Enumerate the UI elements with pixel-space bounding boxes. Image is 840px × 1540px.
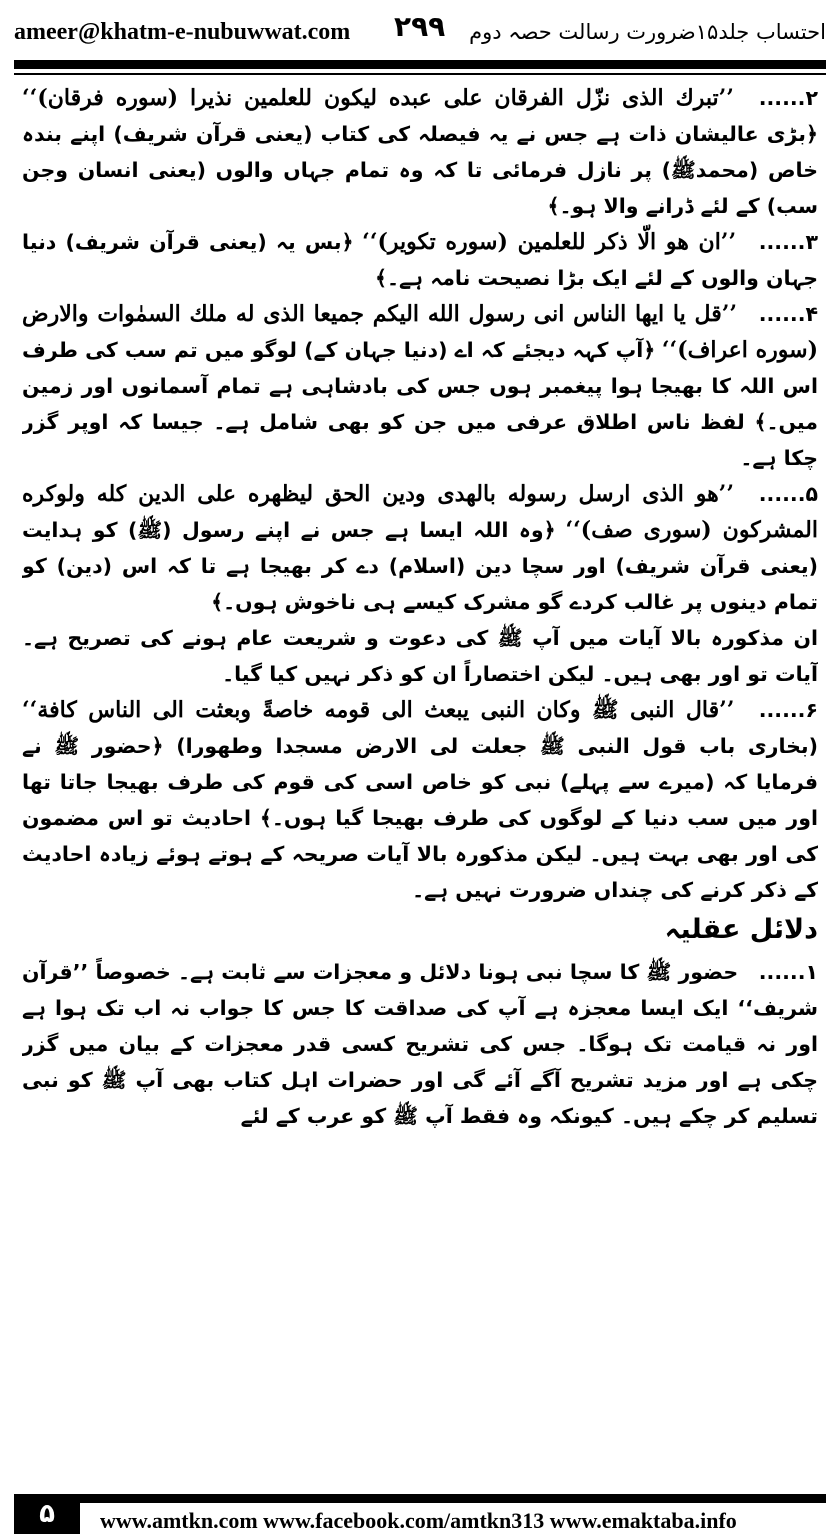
- paragraph-4: [22, 296, 818, 476]
- footer-page-number: ۵: [14, 1494, 80, 1534]
- paragraph-number: ۶......: [758, 698, 818, 722]
- paragraph-number: ۳......: [758, 230, 818, 254]
- urdu-text: حضور ﷺ کا سچا نبی ہونا دلائل و معجزات سے ثابت ہے۔ خصوصاً ’’قرآن شریف‘‘ ایک ایسا معجزہ ہے آپ کی صداقت کا جس کا جواب نہ اب تک ہوا ہے اور نہ قیامت تک ہوگا۔ جس کی تشریح کسی قدر معجزات کے بیان میں گزر چکی ہے اور مزید تشریح آگے آئے گی اور حضرات اہل کتاب بھی آپ ﷺ کو نبی تسلیم کر چکے ہیں۔ کیونکہ وہ فقط آپ ﷺ کو عرب کے لئے: [22, 960, 818, 1128]
- header-divider-thin: [14, 73, 826, 75]
- header-divider-thick: [14, 60, 826, 69]
- paragraph-6: [22, 692, 818, 908]
- page-body: [22, 80, 818, 1485]
- arabic-verse: ’’هو الذى ارسل رسوله بالهدى ودين الحق ليظهره على الدين كله ولوكره المشركون (سورى صف)‘‘: [22, 481, 818, 543]
- hadith-text: ’’قال النبى ﷺ وكان النبى يبعث الى قومه خاصةً وبعثت الى الناس كافة‘‘: [22, 697, 735, 723]
- header-title: احتساب جلد۱۵ضرورت رسالت حصہ دوم: [469, 20, 826, 44]
- header-email[interactable]: ameer@khatm-e-nubuwwat.com: [14, 18, 351, 45]
- urdu-translation: ﴿بڑی عالیشان ذات ہے جس نے یہ فیصلہ کی کتاب (یعنی قرآن شریف) اپنے بندہ خاص (محمدﷺ) پر نازل فرمائی تا کہ وہ تمام جہاں والوں (یعنی انسان وجن سب) کے لئے ڈرانے والا ہو۔﴾: [22, 122, 818, 218]
- urdu-translation: ﴿وہ اللہ ایسا ہے جس نے اپنے رسول (ﷺ) کو ہدایت (یعنی قرآن شریف) اور سچا دین (اسلام) دے کر بھیجا ہے تا کہ اس (دین) کو تمام دینوں پر غالب کردے گو مشرک کیسے ہی ناخوش ہوں۔﴾: [22, 518, 818, 614]
- arabic-verse: ’’تبرك الذى نزّل الفرقان على عبده ليكون للعلمين نذيرا (سوره فرقان)‘‘: [22, 85, 734, 111]
- page-header: [14, 10, 826, 54]
- paragraph-5: [22, 476, 818, 620]
- paragraph-3: [22, 224, 818, 296]
- footer-divider: [80, 1494, 826, 1503]
- paragraph-commentary: [22, 620, 818, 692]
- paragraph-2: [22, 80, 818, 224]
- paragraph-number: ۵......: [758, 482, 818, 506]
- paragraph-number: ۴......: [758, 302, 818, 326]
- arabic-verse: ’’ان هو الّا ذكر للعلمين (سوره تكوير)‘‘: [362, 229, 737, 255]
- paragraph-1-rational: [22, 954, 818, 1134]
- commentary-text: ان مذکورہ بالا آیات میں آپ ﷺ کی دعوت و شریعت عام ہونے کی تصریح ہے۔ آیات تو اور بھی ہیں۔ لیکن اختصاراً ان کو ذکر نہیں کیا گیا۔: [22, 626, 818, 686]
- urdu-translation: ﴿آپ کہہ دیجئے کہ اے (دنیا جہان کے) لوگو میں تم سب کی طرف اس اللہ کا بھیجا ہوا پیغمبر ہوں جس کی بادشاہی ہے تمام آسمانوں اور زمین میں۔﴾ لفظ ناس اطلاق عرفی میں جن کو بھی شامل ہے۔ جیسا کہ اوپر گزر چکا ہے۔: [22, 338, 818, 470]
- arabic-verse: ’’قل يا ايها الناس انى رسول الله اليكم جميعا الذى له ملك السمٰوات والارض (سوره اعراف)‘‘: [22, 301, 818, 363]
- header-page-number: ۲۹۹: [394, 10, 446, 43]
- section-heading: دلائل عقلیہ: [664, 914, 818, 945]
- urdu-translation: (بخاری باب قول النبی ﷺ جعلت لی الارض مسجدا وطهورا) ﴿حضور ﷺ نے فرمایا کہ (میرے سے پہلے) نبی کو خاص اسی کی قوم کی طرف بھیجا جاتا تھا اور میں سب دنیا کے لوگوں کی طرف بھیجا گیا ہوں۔﴾ احادیث تو اس مضمون کی اور بھی بہت ہیں۔ لیکن مذکورہ بالا آیات صریحہ کے ہوتے ہوئے زیادہ احادیث کے ذکر کرنے کی چنداں ضرورت نہیں ہے۔: [22, 734, 818, 902]
- footer-urls[interactable]: www.amtkn.com www.facebook.com/amtkn313 www.emaktaba.info: [100, 1508, 737, 1533]
- paragraph-number: ۲......: [758, 86, 818, 110]
- paragraph-number: ۱......: [758, 960, 818, 984]
- urdu-translation: ﴿بس یہ (یعنی قرآن شریف) دنیا جہان والوں کے لئے ایک بڑا نصیحت نامہ ہے۔﴾: [22, 230, 818, 290]
